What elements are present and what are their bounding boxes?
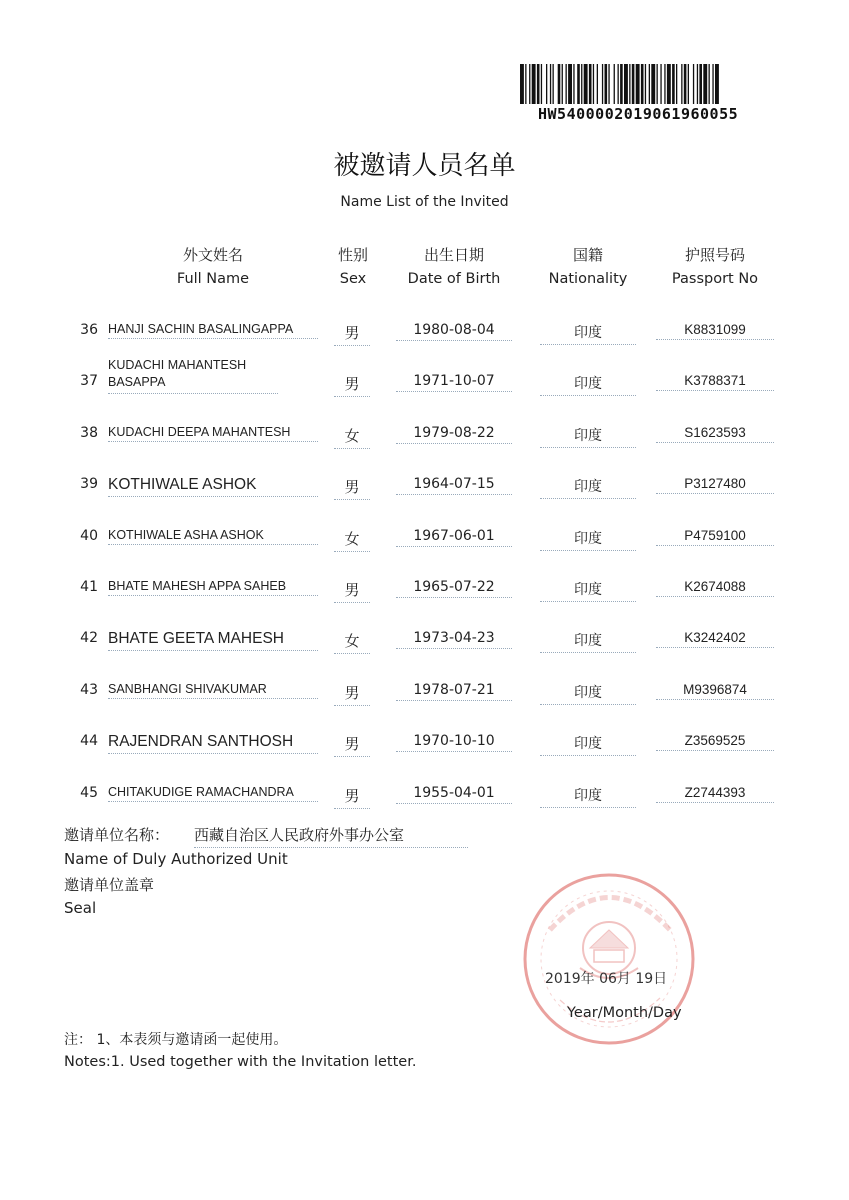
row-sex: 男 bbox=[334, 579, 370, 603]
row-full-name: BHATE MAHESH APPA SAHEB bbox=[108, 579, 318, 596]
row-full-name: RAJENDRAN SANTHOSH bbox=[108, 733, 318, 754]
row-passport-no: P4759100 bbox=[656, 528, 774, 546]
row-sex: 女 bbox=[334, 528, 370, 552]
row-date-of-birth: 1964-07-15 bbox=[396, 476, 512, 495]
row-number: 37 bbox=[80, 373, 98, 389]
row-nationality: 印度 bbox=[540, 733, 636, 756]
row-number: 39 bbox=[80, 476, 98, 492]
row-date-of-birth: 1980-08-04 bbox=[396, 322, 512, 341]
header-full-name-en: Full Name bbox=[176, 271, 250, 287]
note-cn: 注： 1、本表须与邀请函一起使用。 bbox=[64, 1032, 288, 1048]
row-passport-no: M9396874 bbox=[656, 682, 774, 700]
row-number: 45 bbox=[80, 785, 98, 801]
table-row bbox=[0, 630, 849, 670]
row-nationality: 印度 bbox=[540, 682, 636, 705]
header-full-name bbox=[153, 243, 273, 291]
row-number: 43 bbox=[80, 682, 98, 698]
row-number: 44 bbox=[80, 733, 98, 749]
row-passport-no: Z3569525 bbox=[656, 733, 774, 751]
row-sex: 女 bbox=[334, 425, 370, 449]
row-full-name: BHATE GEETA MAHESH bbox=[108, 630, 318, 651]
row-full-name: KUDACHI MAHANTESH BASAPPA bbox=[108, 357, 278, 394]
page-subtitle: Name List of the Invited bbox=[340, 194, 509, 210]
row-full-name: SANBHANGI SHIVAKUMAR bbox=[108, 682, 318, 699]
row-nationality: 印度 bbox=[540, 528, 636, 551]
row-passport-no: K3788371 bbox=[656, 373, 774, 391]
row-passport-no: Z2744393 bbox=[656, 785, 774, 803]
table-row bbox=[0, 579, 849, 619]
header-date-of-birth bbox=[396, 243, 512, 291]
row-full-name: CHITAKUDIGE RAMACHANDRA bbox=[108, 785, 318, 802]
header-nationality-cn: 国籍 bbox=[572, 246, 603, 264]
table-row bbox=[0, 358, 849, 413]
row-passport-no: K3242402 bbox=[656, 630, 774, 648]
barcode-image bbox=[520, 64, 772, 104]
unit-label-cn: 邀请单位名称： bbox=[64, 826, 170, 844]
row-number: 41 bbox=[80, 579, 98, 595]
row-number: 40 bbox=[80, 528, 98, 544]
seal-date-format: Year/Month/Day bbox=[567, 1005, 682, 1021]
row-date-of-birth: 1971-10-07 bbox=[396, 373, 512, 392]
row-date-of-birth: 1973-04-23 bbox=[396, 630, 512, 649]
table-row bbox=[0, 733, 849, 773]
note-en: Notes:1. Used together with the Invitation letter. bbox=[64, 1054, 417, 1070]
row-nationality: 印度 bbox=[540, 785, 636, 808]
row-full-name: KOTHIWALE ASHA ASHOK bbox=[108, 528, 318, 545]
header-sex-cn: 性别 bbox=[337, 246, 368, 264]
row-date-of-birth: 1979-08-22 bbox=[396, 425, 512, 444]
seal-label-en: Seal bbox=[64, 899, 97, 917]
page-title: 被邀请人员名单 bbox=[333, 151, 516, 181]
row-nationality: 印度 bbox=[540, 630, 636, 653]
table-row bbox=[0, 785, 849, 825]
barcode-number: HW5400002019061960055 bbox=[538, 105, 739, 123]
header-sex-en: Sex bbox=[339, 271, 367, 287]
seal-label-cn: 邀请单位盖章 bbox=[64, 876, 155, 894]
row-passport-no: S1623593 bbox=[656, 425, 774, 443]
row-sex: 男 bbox=[334, 373, 370, 397]
row-date-of-birth: 1967-06-01 bbox=[396, 528, 512, 547]
table-row bbox=[0, 682, 849, 722]
official-seal-stamp bbox=[520, 870, 698, 1048]
header-dob-cn: 出生日期 bbox=[423, 246, 484, 264]
row-sex: 男 bbox=[334, 476, 370, 500]
header-sex bbox=[327, 243, 379, 291]
table-row bbox=[0, 528, 849, 568]
row-full-name: KOTHIWALE ASHOK bbox=[108, 476, 318, 497]
row-nationality: 印度 bbox=[540, 476, 636, 499]
row-sex: 男 bbox=[334, 682, 370, 706]
header-passport-no bbox=[655, 243, 775, 291]
header-nationality-en: Nationality bbox=[548, 271, 628, 287]
seal-date: 2019年 06月 19日 bbox=[545, 971, 668, 987]
header-nationality bbox=[538, 243, 638, 291]
row-passport-no: K8831099 bbox=[656, 322, 774, 340]
table-row bbox=[0, 476, 849, 516]
row-passport-no: K2674088 bbox=[656, 579, 774, 597]
row-number: 38 bbox=[80, 425, 98, 441]
table-row bbox=[0, 322, 849, 362]
row-date-of-birth: 1978-07-21 bbox=[396, 682, 512, 701]
row-passport-no: P3127480 bbox=[656, 476, 774, 494]
row-nationality: 印度 bbox=[540, 579, 636, 602]
row-sex: 男 bbox=[334, 785, 370, 809]
row-nationality: 印度 bbox=[540, 322, 636, 345]
row-sex: 男 bbox=[334, 733, 370, 757]
row-nationality: 印度 bbox=[540, 425, 636, 448]
table-row bbox=[0, 425, 849, 465]
row-number: 36 bbox=[80, 322, 98, 338]
unit-label-en: Name of Duly Authorized Unit bbox=[64, 850, 288, 868]
row-nationality: 印度 bbox=[540, 373, 636, 396]
header-dob-en: Date of Birth bbox=[407, 271, 501, 287]
row-number: 42 bbox=[80, 630, 98, 646]
row-date-of-birth: 1965-07-22 bbox=[396, 579, 512, 598]
header-full-name-cn: 外文姓名 bbox=[182, 246, 243, 264]
row-full-name: HANJI SACHIN BASALINGAPPA bbox=[108, 322, 318, 339]
row-date-of-birth: 1955-04-01 bbox=[396, 785, 512, 804]
row-sex: 女 bbox=[334, 630, 370, 654]
header-passport-en: Passport No bbox=[671, 271, 759, 287]
row-date-of-birth: 1970-10-10 bbox=[396, 733, 512, 752]
header-passport-cn: 护照号码 bbox=[684, 246, 745, 264]
unit-name: 西藏自治区人民政府外事办公室 bbox=[194, 824, 468, 848]
row-sex: 男 bbox=[334, 322, 370, 346]
row-full-name: KUDACHI DEEPA MAHANTESH bbox=[108, 425, 318, 442]
